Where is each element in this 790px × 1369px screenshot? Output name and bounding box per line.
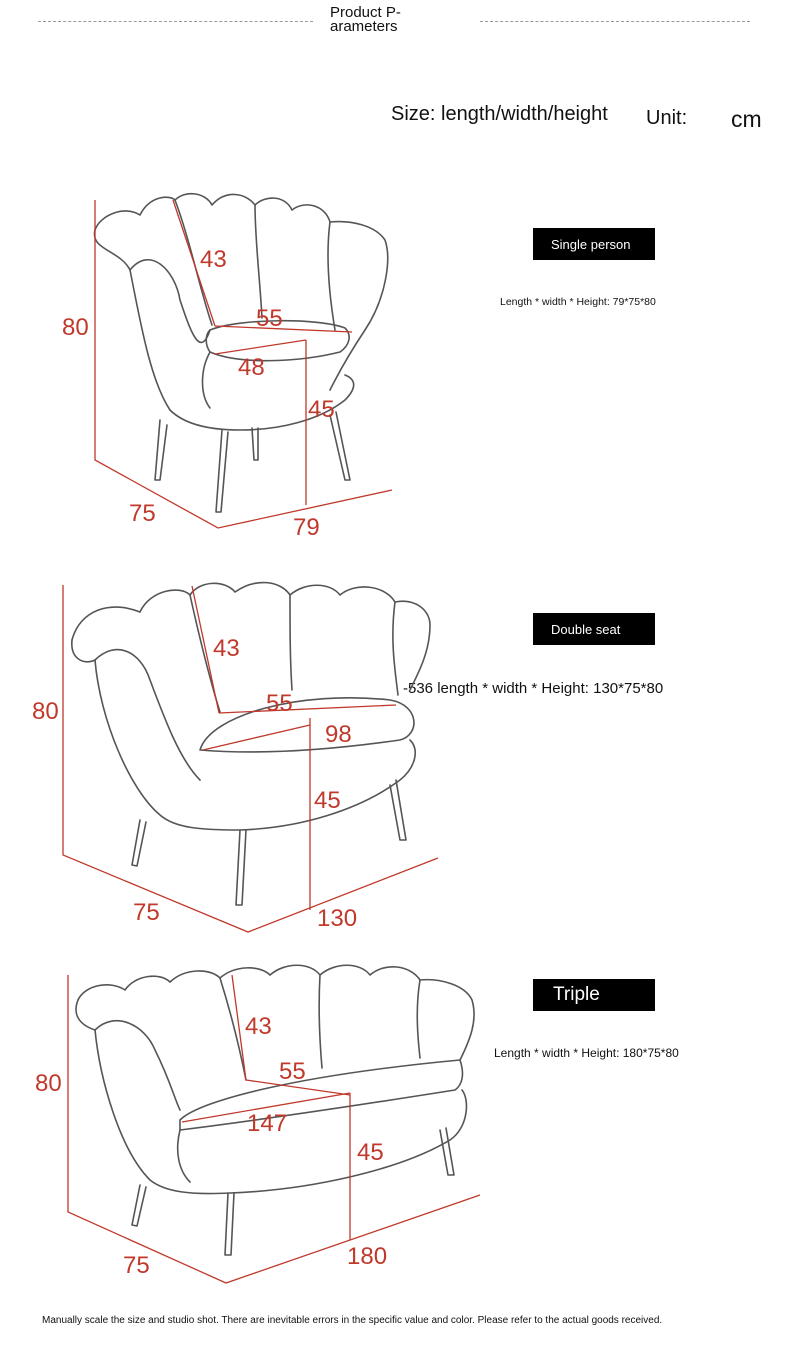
double-width-label: 75 [133,899,160,926]
single-back-label: 43 [200,246,227,273]
page-title: Product P-arameters [330,4,401,35]
single-seat-width-label: 48 [238,354,265,381]
double-seat-height-label: 45 [314,787,341,814]
single-width-label: 75 [129,500,156,527]
double-back-label: 43 [213,635,240,662]
double-seat-width-label: 98 [325,721,352,748]
spec-single-person: Length * width * Height: 79*75*80 [500,296,656,308]
triple-length-label: 180 [347,1243,388,1270]
spec-double-seat: -536 length * width * Height: 130*75*80 [403,680,664,697]
single-length-label: 79 [293,514,320,541]
double-sofa-drawing [32,583,438,932]
unit-value: cm [731,106,762,132]
spec-triple: Length * width * Height: 180*75*80 [494,1046,679,1060]
badge-double-seat: Double seat [533,613,655,645]
unit-label: Unit: [646,107,688,129]
triple-depth-label: 55 [279,1058,306,1085]
footnote: Manually scale the size and studio shot. There are inevitable errors in the specific value and color. Please refer to the actual goods received. [42,1315,663,1326]
triple-seat-width-label: 147 [247,1110,288,1137]
double-depth-label: 55 [266,690,293,717]
size-label: Size: length/width/height [391,103,608,125]
triple-width-label: 75 [123,1252,150,1279]
double-height-label: 80 [32,698,59,725]
triple-sofa-drawing [35,965,480,1283]
badge-single-person: Single person [533,228,655,260]
single-chair-drawing [62,194,392,541]
single-seat-height-label: 45 [308,396,335,423]
triple-back-label: 43 [245,1013,272,1040]
triple-height-label: 80 [35,1070,62,1097]
single-depth-label: 55 [256,305,283,332]
triple-seat-height-label: 45 [357,1139,384,1166]
double-length-label: 130 [317,905,358,932]
single-height-label: 80 [62,314,89,341]
badge-triple: Triple [533,979,655,1011]
